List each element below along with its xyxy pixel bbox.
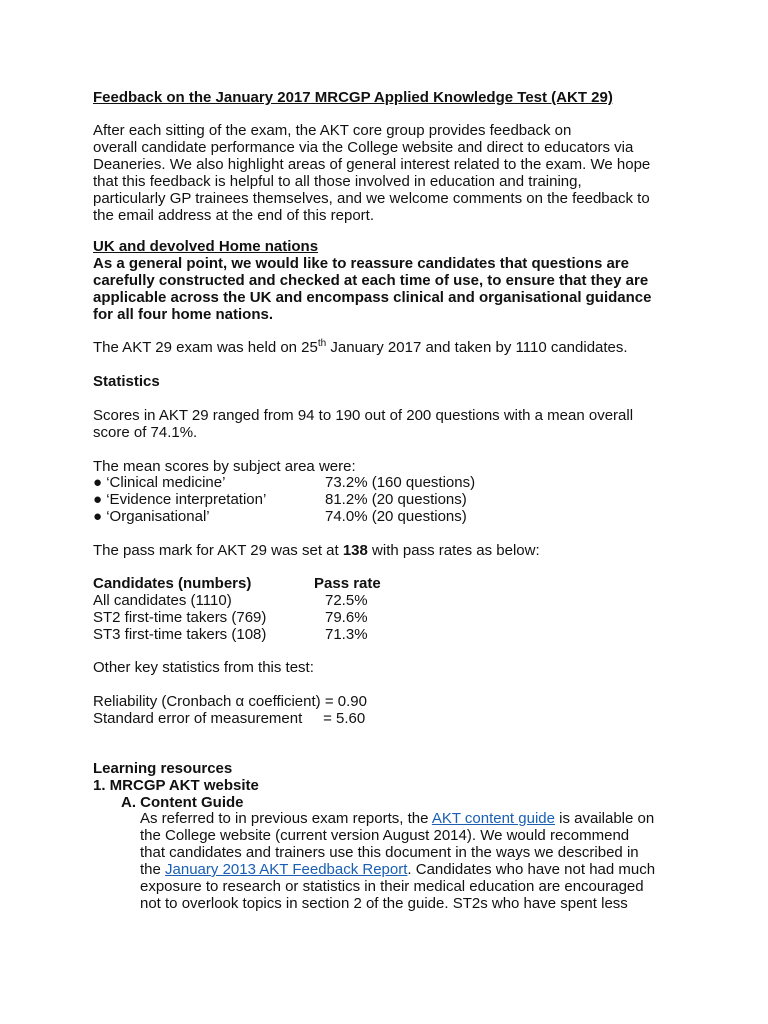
pass-line-start: The pass mark for AKT 29 was set at xyxy=(93,542,343,559)
pass-rate: 79.6% xyxy=(325,609,368,626)
pass-mark-value: 138 xyxy=(342,542,368,559)
intro-line: the email address at the end of this report. xyxy=(93,207,374,224)
akt-content-guide-link[interactable]: AKT content guide xyxy=(431,810,555,827)
pass-rate: 71.3% xyxy=(325,626,368,643)
guide-line-text: the xyxy=(140,861,166,878)
guide-line: the College website (current version August 2014). We would recommend xyxy=(140,827,630,844)
akt-website-heading: 1. MRCGP AKT website xyxy=(93,777,259,794)
col-header-candidates: Candidates (numbers) xyxy=(93,575,252,592)
subject-name: ● ‘Evidence interpretation’ xyxy=(93,491,267,508)
guide-line: exposure to research or statistics in their medical education are encouraged xyxy=(140,878,644,895)
pass-line-end: with pass rates as below: xyxy=(367,542,540,559)
col-header-pass-rate: Pass rate xyxy=(314,575,381,592)
pass-rate: 72.5% xyxy=(325,592,368,609)
subject-name: ● ‘Organisational’ xyxy=(93,508,210,525)
subject-score: 81.2% (20 questions) xyxy=(325,491,467,508)
other-stats-intro: Other key statistics from this test: xyxy=(93,659,314,676)
scores-line: score of 74.1%. xyxy=(93,424,198,441)
content-guide-heading: A. Content Guide xyxy=(121,794,244,811)
intro-line: overall candidate performance via the College website and direct to educators via xyxy=(93,139,634,156)
uk-heading: UK and devolved Home nations xyxy=(93,238,319,255)
guide-line-text: As referred to in previous exam reports, the xyxy=(140,810,432,827)
uk-line: As a general point, we would like to reassure candidates that questions are xyxy=(93,255,629,272)
exam-line-end: January 2017 and taken by 1110 candidates. xyxy=(326,339,628,356)
candidate-group: ST3 first-time takers (108) xyxy=(93,626,267,643)
guide-line xyxy=(140,810,700,827)
guide-line: not to overlook topics in section 2 of the guide. ST2s who have spent less xyxy=(140,895,628,912)
sem-stat: Standard error of measurement = 5.60 xyxy=(93,710,366,727)
scores-line: Scores in AKT 29 ranged from 94 to 190 out of 200 questions with a mean overall xyxy=(93,407,634,424)
exam-date-line xyxy=(93,339,693,356)
subject-name: ● ‘Clinical medicine’ xyxy=(93,474,226,491)
subject-score: 74.0% (20 questions) xyxy=(325,508,467,525)
intro-line: After each sitting of the exam, the AKT core group provides feedback on xyxy=(93,122,572,139)
uk-line: applicable across the UK and encompass clinical and organisational guidance xyxy=(93,289,652,306)
subject-score: 73.2% (160 questions) xyxy=(325,474,476,491)
page-title: Feedback on the January 2017 MRCGP Applied Knowledge Test (AKT 29) xyxy=(93,89,613,106)
content-guide-paragraph xyxy=(140,810,700,912)
intro-paragraph xyxy=(93,122,693,224)
reliability-stat: Reliability (Cronbach α coefficient) = 0.90 xyxy=(93,693,367,710)
learning-resources-heading: Learning resources xyxy=(93,760,233,777)
guide-line xyxy=(140,861,700,878)
guide-line-text: . Candidates who have not had much xyxy=(407,861,656,878)
uk-line: for all four home nations. xyxy=(93,306,274,323)
intro-line: Deaneries. We also highlight areas of general interest related to the exam. We hope xyxy=(93,156,651,173)
pass-mark-line xyxy=(93,542,693,559)
guide-line: that candidates and trainers use this document in the ways we described in xyxy=(140,844,639,861)
exam-line-start: The AKT 29 exam was held on 25 xyxy=(93,339,318,356)
feedback-report-link[interactable]: January 2013 AKT Feedback Report xyxy=(165,861,408,878)
uk-line: carefully constructed and checked at each time of use, to ensure that they are xyxy=(93,272,649,289)
candidate-group: ST2 first-time takers (769) xyxy=(93,609,267,626)
candidate-group: All candidates (1110) xyxy=(93,592,232,609)
intro-line: that this feedback is helpful to all those involved in education and training, xyxy=(93,173,582,190)
guide-line-text: is available on xyxy=(554,810,655,827)
mean-scores-intro: The mean scores by subject area were: xyxy=(93,458,356,475)
scores-paragraph xyxy=(93,407,693,441)
uk-reassurance-paragraph xyxy=(93,255,693,323)
exam-line-sup: th xyxy=(317,338,327,349)
intro-line: particularly GP trainees themselves, and we welcome comments on the feedback to xyxy=(93,190,650,207)
statistics-heading: Statistics xyxy=(93,373,160,390)
